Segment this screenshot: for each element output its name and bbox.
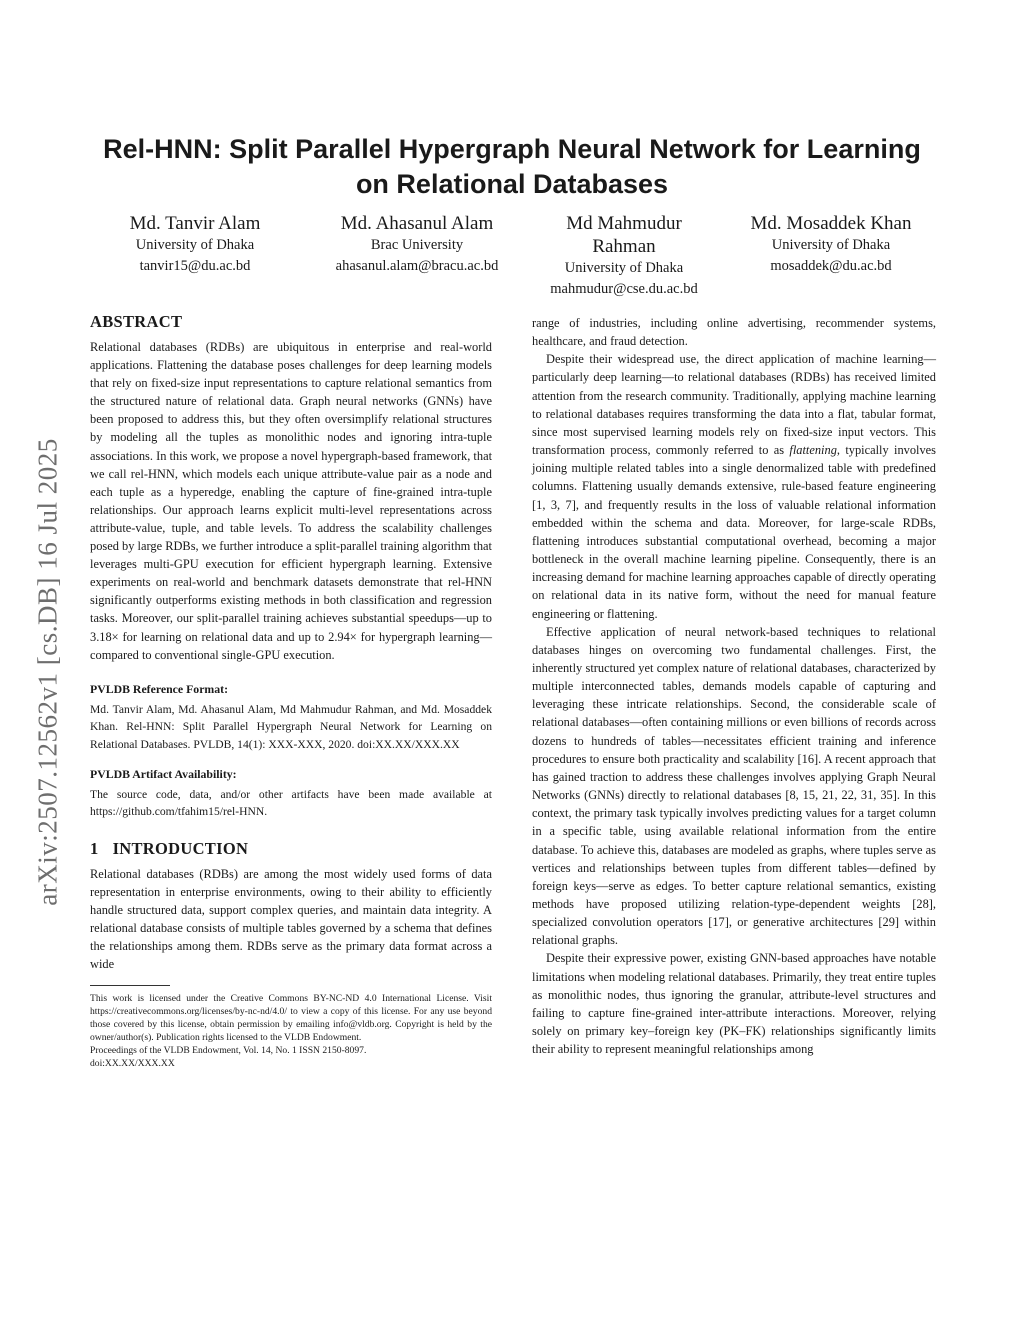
author-email: ahasanul.alam@bracu.ac.bd <box>335 258 499 274</box>
author-name: Md. Tanvir Alam <box>129 213 261 234</box>
intro-paragraph-2-start: Despite their widespread use, the direct application of machine learning—particularly deep learning—to relational databases (RDBs) has received limited attention from the research community. Traditionally, applying machine learning to relational databases requires transforming the data into a flat, tabular format, since most supervised learning models rely on fixed-size input vectors. This transformation process, commonly referred to as <box>532 352 936 458</box>
license-footnote: This work is licensed under the Creative Commons BY-NC-ND 4.0 International License. Visit https://creativecommons.org/licenses/by-nc-nd/4.0/ to view a copy of this license. For any use beyond those covered by this license, obtain permission by emailing info@vldb.org. Copyright is held by the owner/author(s). Publication rights licensed to the VLDB Endowment. <box>90 993 492 1044</box>
intro-paragraph-1: Relational databases (RDBs) are among the most widely used forms of data representation in enterprise environments, owing to their ability to efficiently handle structured data, support complex queries, and maintain data integrity. A relational database consists of multiple tables governed by a schema that defines the relationships among them. RDBs serve as the primary data format across a wide <box>90 866 492 972</box>
author <box>312 212 522 300</box>
proceedings-footnote: Proceedings of the VLDB Endowment, Vol. 14, No. 1 ISSN 2150-8097. <box>90 1045 367 1057</box>
paper-title: Rel-HNN: Split Parallel Hypergraph Neural Network for Learning on Relational Databases <box>103 134 921 199</box>
intro-paragraph-4: Despite their expressive power, existing GNN-based approaches have notable limitations when modeling relational databases. Primarily, they treat entire tuples as monolithic nodes, thus ignoring the granular, attribute-level structures and failing to capture fine-grained inter-attribute interactions. Moreover, relying solely on primary key–foreign key (PK–FK) relationships significantly limits their ability to represent meaningful relationships among <box>532 951 936 1057</box>
abstract-heading: ABSTRACT <box>90 312 183 331</box>
author <box>534 212 714 300</box>
arxiv-identifier-margin <box>24 372 72 972</box>
intro-paragraph-1-continued: range of industries, including online advertising, recommender systems, healthcare, and fraud detection. <box>532 316 936 349</box>
section-title: INTRODUCTION <box>112 838 249 858</box>
intro-paragraph-3: Effective application of neural network-based techniques to relational databases hinges on overcoming two fundamental challenges. First, the inherently structured yet complex nature of relational databases, characterized by multiple interconnected tables, demands models capable of capturing and leveraging these intricate relationships. Second, the considerable scale of relational databases—often containing millions or even billions of records across dozens to hundreds of tables—necessitates efficient training and inference procedures to ensure both practicality and scalability [16]. A recent approach that has gained traction to address these challenges involves applying Graph Neural Networks (GNNs) directly to relational databases [8, 15, 21, 22, 31, 35]. In this context, the primary task typically involves predicting values for a target column in a specific table, using available relational information from the entire database. To achieve this, databases are modeled as graphs, where tuples serve as vertices and relationships between tuples from different tables—defined by foreign keys—serve as edges. To better capture relational semantics, existing methods have proposed utilizing relation-type-dependent weights [28], specialized convolution operators [17], or generative architectures [29] within relational graphs. <box>532 624 936 948</box>
intro-paragraph-2-end: , typically involves joining multiple related tables into a single denormalized table with predefined columns. Flattening usually demands extensive, rule-based feature engineering [1, 3, 7], and frequently results in the loss of valuable relational information embedded within the schema and data. Moreover, for large-scale RDBs, flattening introduces substantial computational overhead, becoming a major bottleneck in the overall machine learning pipeline. Consequently, there is an increasing demand for machine learning approaches capable of directly operating on relational data in its native form, without the need for manual feature engineering or flattening. <box>532 443 937 621</box>
author <box>90 212 300 300</box>
doi-footnote: doi:XX.XX/XXX.XX <box>90 1058 175 1070</box>
author-block <box>90 212 936 300</box>
intro-paragraph-2 <box>532 350 936 622</box>
reference-format-block <box>90 682 492 753</box>
author-name: Md. Ahasanul Alam <box>340 213 494 234</box>
author-name: Md Mahmudur Rahman <box>566 213 682 257</box>
author-affiliation: University of Dhaka <box>135 237 255 253</box>
artifact-text: The source code, data, and/or other artifacts have been made available at https://github.com/tfahim15/rel-HNN. <box>90 787 492 819</box>
arxiv-identifier: arXiv:2507.12562v1 [cs.DB] 16 Jul 2025 <box>32 438 63 906</box>
author-affiliation: University of Dhaka <box>564 260 684 276</box>
author-name: Md. Mosaddek Khan <box>750 213 912 234</box>
introduction-heading <box>90 839 492 859</box>
author-email: mosaddek@du.ac.bd <box>770 258 892 274</box>
footnote-rule <box>90 985 170 986</box>
reference-format-heading: PVLDB Reference Format: <box>90 681 229 696</box>
author-affiliation: University of Dhaka <box>771 237 891 253</box>
author-email: tanvir15@du.ac.bd <box>139 258 251 274</box>
artifact-block <box>90 767 492 821</box>
author-affiliation: Brac University <box>370 237 464 253</box>
section-number: 1 <box>90 838 99 858</box>
reference-format-text: Md. Tanvir Alam, Md. Ahasanul Alam, Md Mahmudur Rahman, and Md. Mosaddek Khan. Rel-HNN: Split Parallel Hypergraph Neural Network for Learning on Relational Databases. PVLDB, 14(1): XXX-XXX, 2020. doi:XX.XX/XXX.XX <box>90 702 492 751</box>
left-column <box>90 312 492 1070</box>
author <box>726 212 936 300</box>
abstract-text: Relational databases (RDBs) are ubiquitous in enterprise and real-world applications. Flattening the database poses challenges for deep learning models that rely on fixed-size input representations to capture relational semantics from the structured nature of relational data. Graph neural networks (GNNs) have been proposed to address this, but they often oversimplify relational structures by modeling all the tuples as monolithic nodes and ignoring intra-tuple associations. In this work, we propose a novel hypergraph-based framework, that we call rel-HNN, which models each unique attribute-value pair as a node and each tuple as a hyperedge, enabling the capture of fine-grained intra-tuple relationships. Our approach learns explicit multi-level representations across attribute-value, tuple, and table levels. To address the scalability challenges posed by large RDBs, we further introduce a split-parallel training algorithm that leverages multi-GPU execution for efficient hypergraph learning. Extensive experiments on real-world and benchmark datasets demonstrate that rel-HNN significantly outperforms existing methods in both classification and regression tasks. Moreover, our split-parallel training achieves substantial speedups—up to 3.18× for learning on relational data and up to 2.94× for hypergraph learning—compared to conventional single-GPU execution. <box>90 340 493 662</box>
author-email: mahmudur@cse.du.ac.bd <box>550 281 698 297</box>
artifact-heading: PVLDB Artifact Availability: <box>90 766 237 781</box>
right-column <box>532 314 936 1058</box>
flattening-term: flattening <box>789 443 837 458</box>
